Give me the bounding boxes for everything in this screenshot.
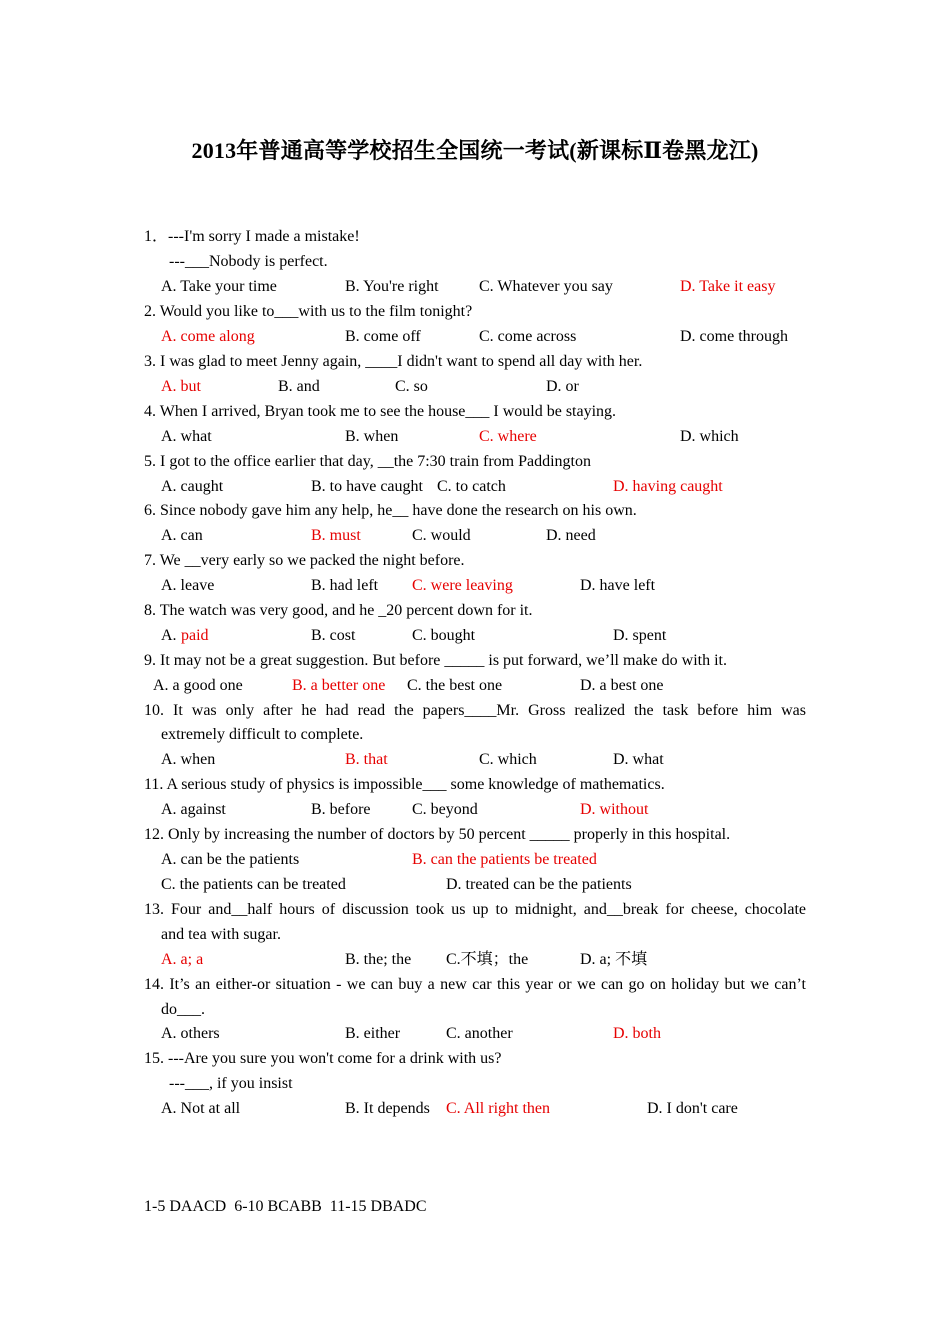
question-8-option-a-letter: A. xyxy=(161,627,177,644)
question-15-option-c: C. All right then xyxy=(446,1100,550,1117)
question-10-option-d: D. what xyxy=(613,751,664,768)
question-4-stem: 4. When I arrived, Bryan took me to see the house___ I would be staying. xyxy=(144,403,617,420)
question-12-option-d: D. treated can be the patients xyxy=(446,876,632,893)
question-10-option-b: B. that xyxy=(345,751,388,768)
question-6-option-b: B. must xyxy=(311,527,361,544)
question-13-stem-continued: and tea with sugar. xyxy=(161,926,281,943)
answer-key: 1-5 DAACD 6-10 BCABB 11-15 DBADC xyxy=(144,1198,427,1215)
question-12-stem: 12. Only by increasing the number of doctors by 50 percent _____ properly in this hospital. xyxy=(144,826,731,843)
question-4-option-a: A. what xyxy=(161,428,212,445)
question-14-option-c: C. another xyxy=(446,1025,513,1042)
question-8-stem: 8. The watch was very good, and he _20 percent down for it. xyxy=(144,602,533,619)
question-5-option-d: D. having caught xyxy=(613,478,723,495)
question-6-option-d: D. need xyxy=(546,527,596,544)
question-9-option-a: A. a good one xyxy=(153,677,243,694)
question-1-option-a: A. Take your time xyxy=(161,278,277,295)
question-3-option-a: A. but xyxy=(161,378,201,395)
question-10-option-a: A. when xyxy=(161,751,216,768)
question-14-option-b: B. either xyxy=(345,1025,401,1042)
question-2-option-a: A. come along xyxy=(161,328,255,345)
question-2-option-c: C. come across xyxy=(479,328,577,345)
question-15-option-a: A. Not at all xyxy=(161,1100,241,1117)
question-8-option-d: D. spent xyxy=(613,627,667,644)
question-1-option-d: D. Take it easy xyxy=(680,278,776,295)
question-12-option-a: A. can be the patients xyxy=(161,851,300,868)
question-13-option-b: B. the; the xyxy=(345,951,412,968)
question-14-option-a: A. others xyxy=(161,1025,220,1042)
question-12-option-b: B. can the patients be treated xyxy=(412,851,597,868)
question-2-stem: 2. Would you like to___with us to the film tonight? xyxy=(144,303,473,320)
question-3-option-c: C. so xyxy=(395,378,428,395)
question-4-option-b: B. when xyxy=(345,428,399,445)
question-2-option-d: D. come through xyxy=(680,328,788,345)
question-3-option-b: B. and xyxy=(278,378,320,395)
question-13-option-c: C.不填；the xyxy=(446,951,529,968)
question-1-reply: ---___Nobody is perfect. xyxy=(169,253,328,270)
question-1-option-c: C. Whatever you say xyxy=(479,278,613,295)
question-10-stem: 10. It was only after he had read the papers____Mr. Gross realized the task before him was xyxy=(144,702,806,719)
question-7-option-a: A. leave xyxy=(161,577,215,594)
question-7-option-c: C. were leaving xyxy=(412,577,513,594)
question-1-stem: 1．---I'm sorry I made a mistake! xyxy=(144,228,360,245)
question-11-option-a: A. against xyxy=(161,801,226,818)
question-13-option-a: A. a; a xyxy=(161,951,204,968)
question-5-stem: 5. I got to the office earlier that day, __the 7:30 train from Paddington xyxy=(144,453,591,470)
question-9-option-c: C. the best one xyxy=(407,677,503,694)
question-7-stem: 7. We __very early so we packed the night before. xyxy=(144,552,465,569)
question-14-stem-continued: do___. xyxy=(161,1001,205,1018)
question-8-option-c: C. bought xyxy=(412,627,476,644)
question-10-stem-continued: extremely difficult to complete. xyxy=(161,726,364,743)
question-13-option-d: D. a; 不填 xyxy=(580,951,648,968)
question-6-option-a: A. can xyxy=(161,527,203,544)
question-11-option-c: C. beyond xyxy=(412,801,478,818)
question-3-option-d: D. or xyxy=(546,378,579,395)
question-13-stem: 13. Four and__half hours of discussion took us up to midnight, and__break for cheese, chocolate xyxy=(144,901,806,918)
question-14-stem: 14. It’s an either-or situation - we can buy a new car this year or we can go on holiday but we can’t xyxy=(144,976,806,993)
question-9-option-d: D. a best one xyxy=(580,677,664,694)
question-9-stem: 9. It may not be a great suggestion. But before _____ is put forward, we’ll make do with it. xyxy=(144,652,727,669)
question-4-option-c: C. where xyxy=(479,428,537,445)
question-5-option-c: C. to catch xyxy=(437,478,506,495)
question-15-reply: ---___, if you insist xyxy=(169,1075,293,1092)
question-3-stem: 3. I was glad to meet Jenny again, ____I didn't want to spend all day with her. xyxy=(144,353,643,370)
question-15-stem: 15. ---Are you sure you won't come for a drink with us? xyxy=(144,1050,502,1067)
question-1-option-b: B. You're right xyxy=(345,278,439,295)
question-7-option-b: B. had left xyxy=(311,577,379,594)
question-5-option-a: A. caught xyxy=(161,478,224,495)
question-7-option-d: D. have left xyxy=(580,577,656,594)
question-8-option-b: B. cost xyxy=(311,627,356,644)
question-8-option-a-text: paid xyxy=(181,627,209,644)
question-5-option-b: B. to have caught xyxy=(311,478,423,495)
question-14-option-d: D. both xyxy=(613,1025,661,1042)
question-11-stem: 11. A serious study of physics is impossible___ some knowledge of mathematics. xyxy=(144,776,665,793)
question-9-option-b: B. a better one xyxy=(292,677,386,694)
page-title: 2013年普通高等学校招生全国统一考试(新课标Ⅱ卷黑龙江) xyxy=(191,138,759,163)
question-15-option-b: B. It depends xyxy=(345,1100,430,1117)
question-11-option-d: D. without xyxy=(580,801,649,818)
question-15-option-d: D. I don't care xyxy=(647,1100,738,1117)
question-2-option-b: B. come off xyxy=(345,328,421,345)
question-10-option-c: C. which xyxy=(479,751,537,768)
question-12-option-c: C. the patients can be treated xyxy=(161,876,346,893)
question-6-option-c: C. would xyxy=(412,527,471,544)
question-6-stem: 6. Since nobody gave him any help, he__ have done the research on his own. xyxy=(144,502,637,519)
question-4-option-d: D. which xyxy=(680,428,739,445)
question-11-option-b: B. before xyxy=(311,801,371,818)
